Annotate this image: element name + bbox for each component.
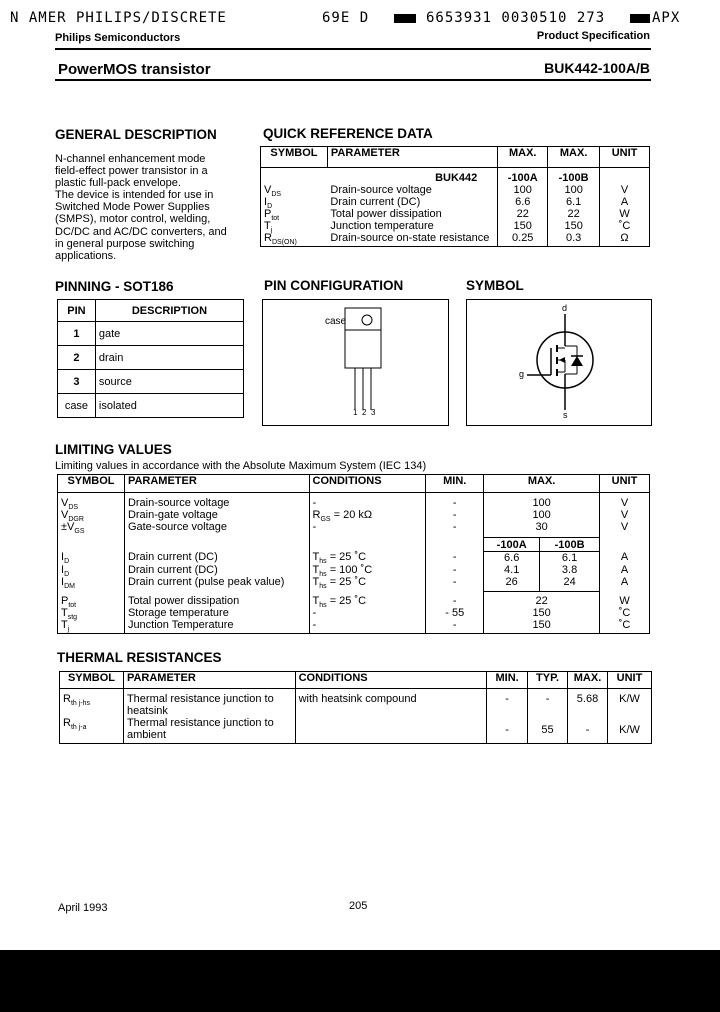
lv-col-conditions: CONDITIONS	[309, 475, 426, 493]
table-row	[58, 370, 244, 394]
mosfet-symbol-diagram	[466, 299, 652, 426]
qrd-sym-sub: D	[267, 203, 273, 211]
lv-sym: T	[61, 607, 68, 619]
table-row	[58, 346, 244, 370]
pin-configuration-diagram	[262, 299, 449, 426]
lv-unit: W	[600, 592, 650, 608]
package-body	[345, 330, 381, 368]
pin-label-1: 1	[353, 408, 358, 417]
th-col-max: MAX.	[568, 672, 608, 689]
gate-label: g	[519, 369, 525, 379]
table-row	[261, 208, 650, 220]
page-title: PowerMOS transistor	[58, 61, 211, 78]
lv-max: 100	[484, 509, 600, 521]
qrd-val-a: 0.25	[498, 232, 548, 247]
pinning-heading: PINNING - SOT186	[55, 279, 174, 294]
th-sym-sub: th j-a	[70, 724, 87, 732]
qrd-unit: A	[600, 196, 650, 208]
qrd-sym-sub: DS(ON)	[271, 239, 297, 247]
table-row	[58, 607, 650, 619]
th-unit: K/W	[608, 717, 652, 744]
qrd-sym-sub: tot	[271, 215, 280, 223]
body-arrow	[559, 357, 565, 363]
package-tab	[345, 308, 381, 330]
table-row	[58, 509, 650, 521]
footer-date: April 1993	[58, 902, 108, 914]
lv-cond-sub: hs	[319, 582, 327, 590]
lv-col-min: MIN.	[426, 475, 484, 493]
lv-col-symbol: SYMBOL	[58, 475, 125, 493]
lv-cond: T	[312, 563, 320, 576]
qrd-col-unit: UNIT	[600, 147, 650, 168]
lv-max: 150	[484, 607, 600, 619]
th-col-unit: UNIT	[608, 672, 652, 689]
th-col-min: MIN.	[487, 672, 528, 689]
lv-max: 100	[484, 493, 600, 510]
table-row	[261, 232, 650, 247]
qrd-val-a: 6.6	[498, 196, 548, 208]
th-sym-sub: th j-hs	[70, 700, 91, 708]
limiting-values-heading: LIMITING VALUES	[55, 442, 172, 457]
qrd-val-b: 150	[548, 220, 600, 232]
lv-min: -	[426, 619, 484, 634]
lv-val-b: 24	[540, 576, 600, 592]
lv-cond-rest: = 25 ˚C	[326, 575, 367, 588]
pinning-table	[57, 299, 244, 418]
lv-col-unit: UNIT	[600, 475, 650, 493]
part-number: BUK442-100A/B	[544, 60, 650, 76]
lv-unit: A	[600, 576, 650, 592]
lv-cond: T	[312, 575, 320, 588]
lv-cond: -	[309, 607, 426, 619]
th-typ: -	[528, 689, 568, 718]
fax-line-text: N AMER PHILIPS/DISCRETE	[10, 10, 227, 26]
qrd-val-a: 22	[498, 208, 548, 220]
lv-min: - 55	[426, 607, 484, 619]
lv-subhead-b: -100B	[540, 537, 600, 551]
lv-val-a: 6.6	[484, 551, 540, 564]
lv-param: Junction Temperature	[124, 619, 309, 634]
lv-sym: I	[61, 551, 65, 563]
qrd-sym: P	[264, 208, 272, 220]
qrd-val-a: 100	[498, 184, 548, 196]
qrd-unit: Ω	[600, 232, 650, 247]
desc-line: applications.	[55, 249, 117, 262]
lv-min: -	[426, 521, 484, 537]
qrd-sym-sub: j	[270, 227, 273, 235]
pin-col-pin: PIN	[58, 300, 96, 322]
symbol-heading: SYMBOL	[466, 278, 524, 293]
th-col-conditions: CONDITIONS	[295, 672, 487, 689]
fax-header	[10, 10, 710, 28]
table-row	[58, 551, 650, 564]
qrd-subhead-part: BUK442	[435, 172, 478, 184]
lv-sym-sub: DGR	[68, 516, 84, 524]
qrd-col-parameter: PARAMETER	[327, 147, 497, 168]
qrd-val-b: 6.1	[548, 196, 600, 208]
lv-min: -	[426, 509, 484, 521]
lv-unit: V	[600, 521, 650, 537]
qrd-sym: R	[264, 232, 272, 244]
qrd-param: Junction temperature	[330, 220, 434, 232]
qrd-param: Drain current (DC)	[330, 196, 421, 208]
general-description-heading: GENERAL DESCRIPTION	[55, 127, 217, 142]
pin-col-description: DESCRIPTION	[95, 300, 243, 322]
th-col-parameter: PARAMETER	[123, 672, 295, 689]
table-row	[261, 220, 650, 232]
table-row	[261, 184, 650, 196]
lv-val-a: 4.1	[484, 564, 540, 576]
thermal-table	[59, 671, 652, 744]
lv-cond-sub: hs	[319, 601, 327, 609]
pin-number: case	[58, 394, 96, 418]
limiting-values-table	[57, 474, 650, 634]
limiting-values-subtitle: Limiting values in accordance with the Absolute Maximum System (IEC 134)	[55, 460, 427, 472]
lv-sym-sub: D	[64, 570, 70, 578]
lv-param: Storage temperature	[124, 607, 309, 619]
lv-sym-sub: DM	[64, 582, 75, 590]
lv-min: -	[426, 564, 484, 576]
table-row	[261, 196, 650, 208]
case-label: case	[325, 316, 347, 327]
lv-col-max: MAX.	[484, 475, 600, 493]
pin-description: drain	[95, 346, 243, 370]
table-row	[58, 576, 650, 592]
top-rule	[55, 48, 651, 50]
qrd-unit: W	[600, 208, 650, 220]
lv-cond-rest: = 20 kΩ	[330, 509, 373, 521]
lv-sym: I	[61, 563, 65, 576]
mounting-hole	[362, 315, 372, 325]
lv-sym-sub: D	[64, 558, 70, 566]
lv-cond: T	[312, 551, 320, 563]
th-param: Thermal resistance junction to heatsink	[123, 689, 295, 718]
doc-type: Product Specification	[536, 30, 650, 42]
qrd-col-symbol: SYMBOL	[261, 147, 328, 168]
desc-line: field-effect power transistor in a	[55, 165, 208, 178]
th-max: 5.68	[568, 689, 608, 718]
qrd-unit: V	[600, 184, 650, 196]
lv-val-a: 26	[484, 576, 540, 592]
lv-sym: I	[61, 575, 65, 588]
th-param: Thermal resistance junction to ambient	[123, 717, 295, 744]
lv-min: -	[426, 576, 484, 592]
lv-sym: V	[61, 497, 69, 509]
qrd-sym: I	[264, 196, 268, 208]
th-cond: with heatsink compound	[295, 689, 487, 718]
lv-sym-sub: stg	[67, 614, 78, 622]
lv-val-b: 3.8	[540, 564, 600, 576]
lv-max: 30	[484, 521, 600, 537]
qrd-subhead-a: -100A	[498, 168, 548, 185]
th-sym: R	[63, 717, 71, 729]
lv-param: Drain-source voltage	[124, 493, 309, 510]
pin-number: 3	[58, 370, 96, 394]
source-label: s	[563, 410, 568, 420]
lv-min: -	[426, 551, 484, 564]
qrd-param: Total power dissipation	[330, 208, 442, 220]
lv-sym: P	[61, 594, 69, 607]
lv-param: Total power dissipation	[124, 592, 309, 608]
lv-sym: ±V	[61, 521, 75, 533]
fax-number: 6653931 0030510 273	[426, 10, 606, 26]
lv-val-b: 6.1	[540, 551, 600, 564]
desc-line: Switched Mode Power Supplies	[55, 201, 210, 214]
lv-cond: -	[309, 521, 426, 537]
lv-cond: T	[312, 594, 320, 607]
pin-description: source	[95, 370, 243, 394]
lv-min: -	[426, 592, 484, 608]
table-row	[58, 564, 650, 576]
lv-cond: R	[312, 509, 321, 521]
qrd-sym: V	[264, 184, 272, 196]
fax-block-mark-2	[630, 10, 650, 26]
lv-sym-sub: GS	[74, 528, 85, 536]
table-row	[58, 521, 650, 537]
th-col-symbol: SYMBOL	[60, 672, 124, 689]
th-unit: K/W	[608, 689, 652, 718]
lv-max: 22	[484, 592, 600, 608]
lv-param: Drain current (DC)	[124, 564, 309, 576]
lv-col-parameter: PARAMETER	[124, 475, 309, 493]
th-cond	[295, 717, 487, 744]
desc-line: plastic full-pack envelope.	[55, 177, 181, 190]
desc-line: The device is intended for use in	[55, 189, 214, 202]
lv-unit: V	[600, 493, 650, 510]
desc-line: in general purpose switching	[55, 237, 195, 250]
drain-label: d	[562, 303, 568, 313]
qrd-subhead-b: -100B	[548, 168, 600, 185]
table-row	[58, 592, 650, 608]
desc-line: (SMPS), motor control, welding,	[55, 213, 211, 226]
pin-configuration-heading: PIN CONFIGURATION	[264, 278, 404, 293]
table-row	[58, 394, 244, 418]
pin-description: isolated	[95, 394, 243, 418]
th-min: -	[487, 717, 528, 744]
quick-reference-table	[260, 146, 650, 247]
lv-subhead-a: -100A	[484, 537, 540, 551]
fax-block-mark	[394, 10, 416, 26]
qrd-param: Drain-source voltage	[330, 184, 432, 196]
quick-reference-heading: QUICK REFERENCE DATA	[263, 126, 433, 141]
pin-label-2: 2	[362, 408, 367, 417]
desc-line: DC/DC and AC/DC converters, and	[55, 225, 227, 238]
lv-sym-sub: tot	[68, 601, 77, 609]
lv-cond-sub: hs	[319, 570, 327, 578]
lv-sym-sub: j	[67, 626, 70, 634]
lv-param: Gate-source voltage	[124, 521, 309, 537]
qrd-sym: T	[264, 220, 271, 232]
th-col-typ: TYP.	[528, 672, 568, 689]
lv-cond-rest: = 100 ˚C	[326, 563, 373, 576]
table-row	[60, 689, 652, 718]
lv-cond-rest: = 25 ˚C	[326, 594, 367, 607]
lv-sym-sub: DS	[68, 504, 79, 512]
qrd-val-a: 150	[498, 220, 548, 232]
qrd-param: Drain-source on-state resistance	[330, 232, 490, 244]
lv-min: -	[426, 493, 484, 510]
lv-max: 150	[484, 619, 600, 634]
table-row	[58, 619, 650, 634]
fax-code: 69E D	[322, 10, 370, 26]
th-max: -	[568, 717, 608, 744]
qrd-unit: ˚C	[600, 220, 650, 232]
qrd-col-max-b: MAX.	[548, 147, 600, 168]
desc-line: N-channel enhancement mode	[55, 153, 206, 165]
lv-cond-rest: = 25 ˚C	[326, 551, 367, 563]
pin-description: gate	[95, 322, 243, 346]
diode-triangle	[571, 356, 583, 366]
general-description-text	[55, 153, 260, 262]
th-typ: 55	[528, 717, 568, 744]
lv-unit: ˚C	[600, 607, 650, 619]
lv-unit: A	[600, 564, 650, 576]
pin-number: 2	[58, 346, 96, 370]
lv-cond-sub: hs	[319, 558, 327, 566]
th-sym: R	[63, 693, 71, 705]
title-rule	[55, 79, 651, 81]
thermal-heading: THERMAL RESISTANCES	[57, 650, 222, 665]
mosfet-symbol-drawing	[467, 300, 651, 425]
table-row	[60, 717, 652, 744]
lv-unit: A	[600, 551, 650, 564]
company-name: Philips Semiconductors	[55, 32, 181, 44]
package-outline-drawing	[263, 300, 448, 425]
footer-page-number: 205	[349, 900, 368, 912]
table-row	[58, 493, 650, 510]
qrd-val-b: 100	[548, 184, 600, 196]
qrd-val-b: 22	[548, 208, 600, 220]
qrd-val-b: 0.3	[548, 232, 600, 247]
qrd-sym-sub: DS	[271, 191, 282, 199]
fax-tag: APX	[652, 10, 681, 26]
lv-unit: ˚C	[600, 619, 650, 634]
lv-param: Drain-gate voltage	[124, 509, 309, 521]
pin-label-3: 3	[371, 408, 376, 417]
lv-sym: V	[61, 509, 69, 521]
lv-unit: V	[600, 509, 650, 521]
table-row	[58, 322, 244, 346]
lv-cond: -	[309, 619, 426, 634]
lv-param: Drain current (DC)	[124, 551, 309, 564]
th-min: -	[487, 689, 528, 718]
lv-sym: T	[61, 619, 68, 631]
lv-cond-sub: GS	[320, 516, 331, 524]
pin-number: 1	[58, 322, 96, 346]
qrd-col-max-a: MAX.	[498, 147, 548, 168]
lv-cond: -	[309, 493, 426, 510]
lv-param: Drain current (pulse peak value)	[124, 576, 309, 592]
